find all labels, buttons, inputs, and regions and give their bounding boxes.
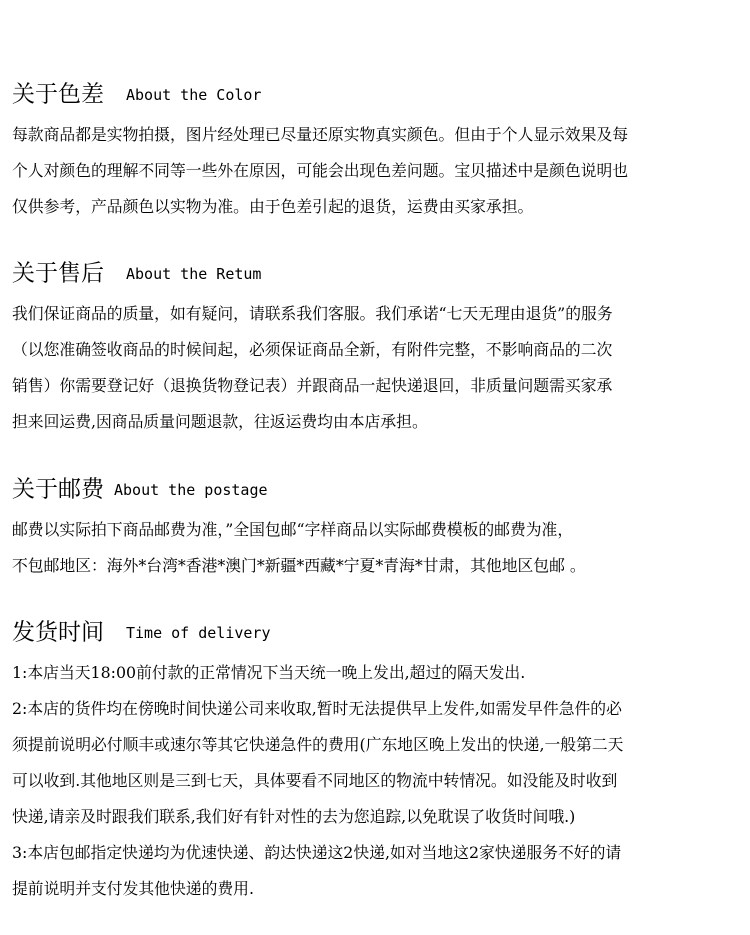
heading-zh: 关于售后 — [12, 260, 104, 287]
body-line: 每款商品都是实物拍摄，图片经处理已尽量还原实物真实颜色。但由于个人显示效果及每 — [12, 125, 629, 144]
section-body — [12, 117, 748, 225]
heading-zh: 发货时间 — [12, 619, 104, 646]
section-body — [12, 512, 748, 584]
section-delivery-time — [12, 615, 748, 907]
body-line: 仅供参考，产品颜色以实物为准。由于色差引起的退货，运费由买家承担。 — [12, 197, 534, 216]
body-line: 提前说明并支付发其他快递的费用. — [12, 879, 254, 898]
heading-en: About the Retum — [126, 264, 262, 283]
heading-en: Time of delivery — [126, 623, 271, 642]
section-after-sales — [12, 256, 748, 440]
heading-en: About the postage — [114, 480, 268, 499]
body-line: 担来回运费,因商品质量问题退款，往返运费均由本店承担。 — [12, 412, 428, 431]
section-color — [12, 77, 748, 225]
section-body — [12, 296, 748, 440]
body-line: 3:本店包邮指定快递均为优速快递、韵达快递这2快递,如对当地这2家快递服务不好的请 — [12, 843, 622, 862]
body-line: 个人对颜色的理解不同等一些外在原因，可能会出现色差问题。宝贝描述中是颜色说明也 — [12, 161, 629, 180]
section-heading — [12, 615, 748, 649]
body-line: 销售）你需要登记好（退换货物登记表）并跟商品一起快递退回，非质量问题需买家承 — [12, 376, 613, 395]
section-heading — [12, 77, 748, 111]
section-heading — [12, 256, 748, 290]
section-heading — [12, 472, 748, 506]
body-line: 快递,请亲及时跟我们联系,我们好有针对性的去为您追踪,以免耽误了收货时间哦.) — [12, 807, 576, 826]
body-line: 1:本店当天18:00前付款的正常情况下当天统一晚上发出,超过的隔天发出. — [12, 663, 526, 682]
body-line: 我们保证商品的质量，如有疑问，请联系我们客服。我们承诺“七天无理由退货”的服务 — [12, 304, 613, 323]
body-line: 2:本店的货件均在傍晚时间快递公司来收取,暂时无法提供早上发件,如需发早件急件的必 — [12, 699, 622, 718]
heading-en: About the Color — [126, 85, 262, 104]
heading-zh: 关于色差 — [12, 81, 104, 108]
body-line: 须提前说明必付顺丰或速尔等其它快递急件的费用(广东地区晚上发出的快递,一般第二天 — [12, 735, 624, 754]
section-postage — [12, 472, 748, 584]
body-line: 可以收到.其他地区则是三到七天，具体要看不同地区的物流中转情况。如没能及时收到 — [12, 771, 618, 790]
body-line: （以您准确签收商品的时候间起，必须保证商品全新，有附件完整，不影响商品的二次 — [12, 340, 613, 359]
heading-zh: 关于邮费 — [12, 476, 104, 503]
section-body — [12, 655, 748, 907]
body-line: 不包邮地区：海外*台湾*香港*澳门*新疆*西藏*宁夏*青海*甘肃，其他地区包邮 。 — [12, 556, 586, 575]
body-line: 邮费以实际拍下商品邮费为准，”全国包邮“字样商品以实际邮费模板的邮费为准， — [12, 520, 574, 539]
